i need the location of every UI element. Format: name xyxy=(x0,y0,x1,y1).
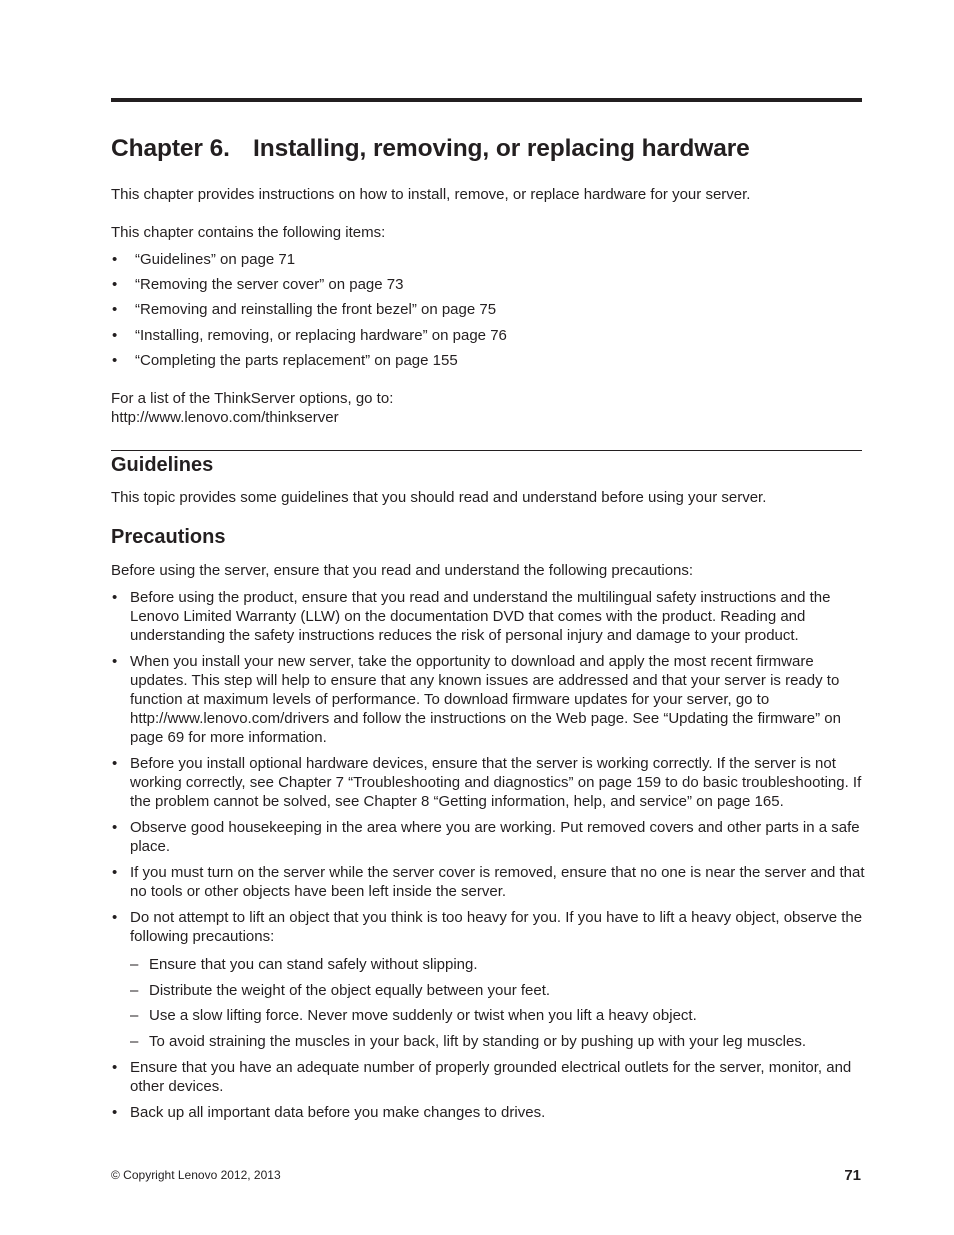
list-item: • Before you install optional hardware devices, ensure that the server is working correctly. If the server is not working correctly, see Chapter 7 “Troubleshooting and diagnostics” on page 159 to do basic troubleshooting. If the problem cannot be solved, see Chapter 8 “Getting information, help, and service” on page 165. xyxy=(111,754,865,811)
guidelines-heading: Guidelines xyxy=(111,454,214,476)
lift-precautions-list xyxy=(130,955,865,1051)
sub-list-item: – Distribute the weight of the object equally between your feet. xyxy=(130,981,865,1000)
list-item[interactable]: • “Completing the parts replacement” on page 155 xyxy=(111,351,507,370)
chapter-title xyxy=(111,135,750,163)
list-item[interactable]: • “Guidelines” on page 71 xyxy=(111,250,507,269)
list-item[interactable]: • “Removing and reinstalling the front bezel” on page 75 xyxy=(111,300,507,319)
list-item[interactable]: • “Removing the server cover” on page 73 xyxy=(111,275,507,294)
footer-page-number: 71 xyxy=(844,1167,861,1184)
chapter-title-text: Installing, removing, or replacing hardware xyxy=(253,135,750,162)
list-item: • When you install your new server, take the opportunity to download and apply the most recent firmware updates. This step will help to ensure that any known issues are addressed and that your server is ready to function at maximum levels of performance. To download firmware updates for your server, go to http://www.lenovo.com/drivers and follow the instructions on the Web page. See “Updating the firmware” on page 69 for more information. xyxy=(111,652,865,747)
options-link[interactable]: http://www.lenovo.com/thinkserver xyxy=(111,409,339,426)
sub-list-item: – To avoid straining the muscles in your back, lift by standing or by pushing up with your leg muscles. xyxy=(130,1032,865,1051)
section-rule xyxy=(111,450,862,451)
chapter-items-list xyxy=(111,250,507,376)
precautions-list xyxy=(111,588,865,1129)
list-item: • Observe good housekeeping in the area where you are working. Put removed covers and other parts in a safe place. xyxy=(111,818,865,856)
list-item: • Before using the product, ensure that you read and understand the multilingual safety instructions and the Lenovo Limited Warranty (LLW) on the documentation DVD that comes with the product. Reading and understanding the safety instructions reduces the risk of personal injury and damage to your product. xyxy=(111,588,865,645)
list-item: • If you must turn on the server while the server cover is removed, ensure that no one is near the server and that no tools or other objects have been left inside the server. xyxy=(111,863,865,901)
chapter-intro: This chapter provides instructions on how to install, remove, or replace hardware for your server. xyxy=(111,186,751,203)
guidelines-text: This topic provides some guidelines that you should read and understand before using your server. xyxy=(111,489,767,506)
list-item[interactable]: • “Installing, removing, or replacing hardware” on page 76 xyxy=(111,326,507,345)
footer-copyright: © Copyright Lenovo 2012, 2013 xyxy=(111,1168,281,1182)
precautions-intro: Before using the server, ensure that you read and understand the following precautions: xyxy=(111,562,694,579)
chapter-top-rule xyxy=(111,98,862,102)
precautions-heading: Precautions xyxy=(111,526,226,548)
sub-list-item: – Ensure that you can stand safely without slipping. xyxy=(130,955,865,974)
list-item: • Ensure that you have an adequate number of properly grounded electrical outlets for the server, monitor, and other devices. xyxy=(111,1058,865,1096)
list-item: • Do not attempt to lift an object that you think is too heavy for you. If you have to lift a heavy object, observe the following precautions: – Ensure that you can stand safely without slipping. – Distribute the weight of the object equally between your feet. – Use a slow lifting force. Never move suddenly or twist when you lift a heavy object. – To avoid straining the muscles in your back, lift by standing or by pushing up with your leg muscles. xyxy=(111,908,865,1051)
options-text: For a list of the ThinkServer options, go to: xyxy=(111,390,394,407)
sub-list-item: – Use a slow lifting force. Never move suddenly or twist when you lift a heavy object. xyxy=(130,1006,865,1025)
chapter-number: Chapter 6. xyxy=(111,135,230,162)
chapter-contains-label: This chapter contains the following items: xyxy=(111,224,386,241)
list-item: • Back up all important data before you make changes to drives. xyxy=(111,1103,865,1122)
